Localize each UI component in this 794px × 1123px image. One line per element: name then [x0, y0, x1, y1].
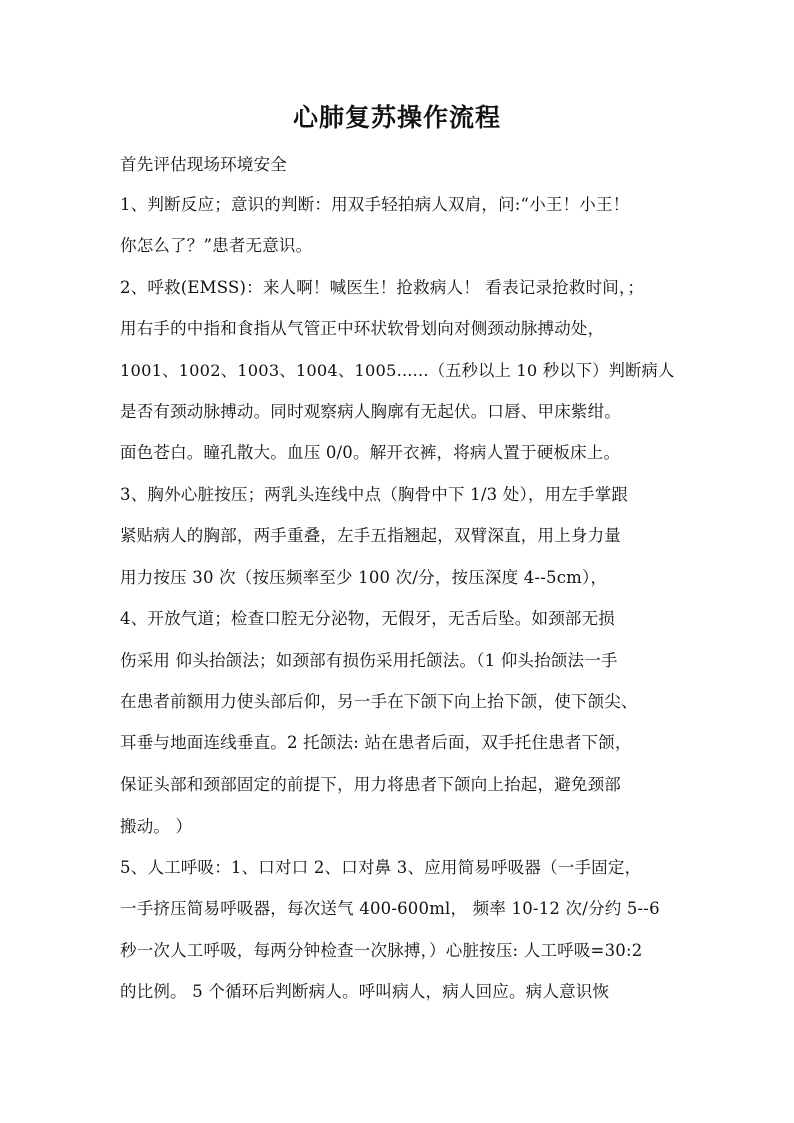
- text-line-12: 4、开放气道；检查口腔无分泌物，无假牙，无舌后坠。如颈部无损: [120, 609, 615, 628]
- text-line-21: 的比例。 5 个循环后判断病人。呼叫病人，病人回应。病人意识恢: [120, 982, 610, 1001]
- text-line-6: 1001、1002、1003、1004、1005......（五秒以上 10 秒以下）判断病人: [120, 361, 675, 380]
- text-line-1: 首先评估现场环境安全: [120, 155, 287, 174]
- text-line-5: 用右手的中指和食指从气管正中环状软骨划向对侧颈动脉搏动处，: [120, 319, 605, 338]
- text-line-10: 紧贴病人的胸部，两手重叠，左手五指翘起，双臂深直，用上身力量: [120, 526, 621, 545]
- text-line-20: 秒一次人工呼吸，每两分钟检查一次脉搏，）心脏按压: 人工呼吸=30:2: [120, 941, 643, 960]
- text-line-18: 5、人工呼吸：1、口对口 2、口对鼻 3、应用简易呼吸器（一手固定，: [120, 858, 642, 877]
- text-line-14: 在患者前额用力使头部后仰，另一手在下颌下向上抬下颌，使下颌尖、: [120, 692, 638, 711]
- document-title: 心肺复苏操作流程: [292, 103, 501, 132]
- text-line-15: 耳垂与地面连线垂直。2 托颌法: 站在患者后面，双手托住患者下颌，: [120, 733, 632, 752]
- text-line-17: 搬动。 ）: [120, 817, 193, 836]
- text-line-19: 一手挤压简易呼吸器，每次送气 400-600ml， 频率 10-12 次/分约 5--6: [120, 899, 660, 918]
- text-line-16: 保证头部和颈部固定的前提下，用力将患者下颌向上抬起，避免颈部: [120, 775, 621, 794]
- text-line-11: 用力按压 30 次（按压频率至少 100 次/分，按压深度 4--5cm），: [120, 568, 608, 587]
- text-line-7: 是否有颈动脉搏动。同时观察病人胸廓有无起伏。口唇、甲床紫绀。: [120, 402, 621, 421]
- text-line-8: 面色苍白。瞳孔散大。血压 0/0。解开衣裤，将病人置于硬板床上。: [120, 443, 621, 462]
- text-line-3: 你怎么了？”患者无意识。: [120, 236, 313, 255]
- text-line-9: 3、胸外心脏按压；两乳头连线中点（胸骨中下 1/3 处），用左手掌跟: [120, 485, 629, 504]
- text-line-2: 1、判断反应；意识的判断：用双手轻拍病人双肩，问:“小王！小王！: [120, 195, 630, 214]
- text-line-13: 伤采用 仰头抬颌法；如颈部有损伤采用托颌法。（1 仰头抬颌法一手: [120, 651, 618, 670]
- text-line-4: 2、呼救(EMSS)：来人啊！喊医生！抢救病人！ 看表记录抢救时间，；: [120, 278, 645, 297]
